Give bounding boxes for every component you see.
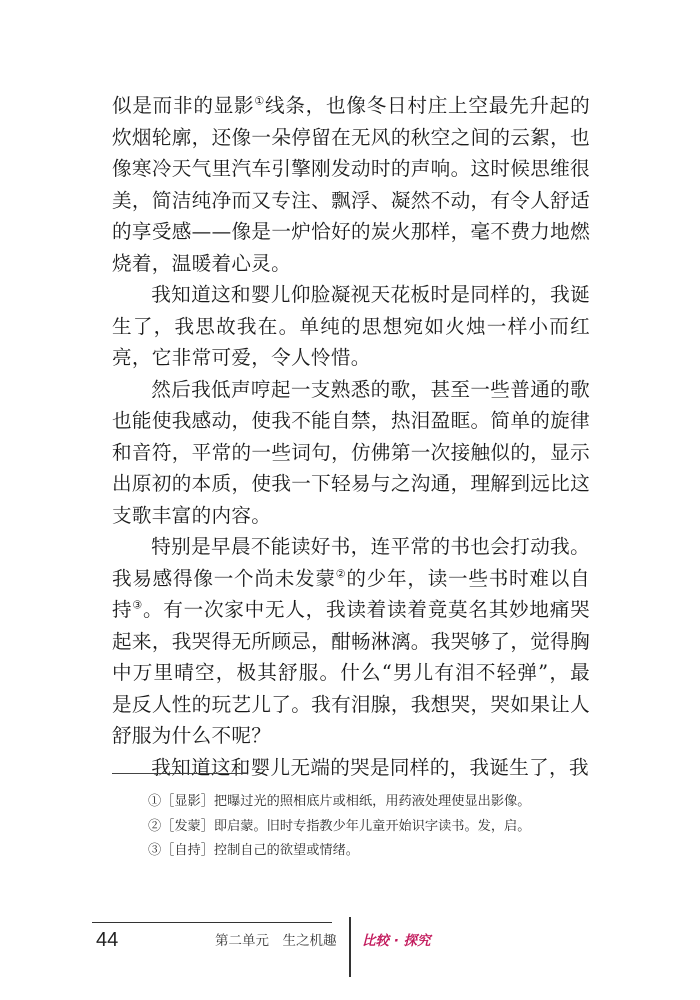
footnote-marker: ① <box>254 94 265 108</box>
paragraph <box>112 374 590 532</box>
paragraph-text: 的少年，读一些书时难以自持 <box>112 566 590 621</box>
footer-divider <box>92 922 332 923</box>
paragraph-text: 然后我低声哼起一支熟悉的歌，甚至一些普通的歌也能使我感动，使我不能自禁，热泪盈眶。简单的旋律和音符，平常的一些词句，仿佛第一次接触似的，显示出原初的本质，使我一下轻易与之沟通，理解到远比这支歌丰富的内容。 <box>112 377 590 527</box>
paragraph <box>112 279 590 374</box>
footnotes <box>148 790 608 864</box>
paragraph-text: 我知道这和婴儿无端的哭是同样的，我诞生了，我 <box>151 755 589 779</box>
body-text <box>112 90 590 783</box>
footnote-3: ③［自持］控制自己的欲望或情绪。 <box>148 843 359 858</box>
footnote-marker: ② <box>335 566 347 580</box>
footnote-2: ②［发蒙］即启蒙。旧时专指教少年儿童开始识字读书。发，启。 <box>148 818 531 834</box>
paragraph-text: 我知道这和婴儿仰脸凝视天花板时是同样的，我诞生了，我思故我在。单纯的思想宛如火烛一样小而红亮，它非常可爱，令人怜惜。 <box>112 283 590 369</box>
footnote-divider <box>112 773 248 774</box>
footnote-1: ①［显影］把曝过光的照相底片或相纸，用药液处理使显出影像。 <box>148 794 531 809</box>
page-number: 44 <box>96 929 119 951</box>
footer-vertical-rule <box>349 917 351 977</box>
paragraph <box>112 90 590 279</box>
section-title: 比较 · 探究 <box>362 933 431 949</box>
paragraph-text: 。有一次家中无人，我读着读着竟莫名其妙地痛哭起来，我哭得无所顾忌，酣畅淋漓。我哭够了，觉得胸中万里晴空，极其舒服。什么“男儿有泪不轻弹”，最是反人性的玩艺儿了。我有泪腺，我想哭，哭如果让人舒服为什么不呢？ <box>112 598 590 747</box>
paragraph <box>112 531 590 752</box>
unit-title: 第二单元 生之机趣 <box>215 933 337 949</box>
footnote-marker: ③ <box>132 598 143 612</box>
paragraph-text: 特别是早晨不能读好书，连平常的书也会打动我。我易感得像一个尚未发蒙 <box>112 535 590 590</box>
paragraph <box>112 752 590 784</box>
paragraph-text: 似是而非的显影 <box>112 94 255 117</box>
paragraph-text: 线条，也像冬日村庄上空最先升起的炊烟轮廓，还像一朵停留在无风的秋空之间的云絮，也像寒冷天气里汽车引擎刚发动时的声响。这时候思维很美，简洁纯净而又专注、飘浮、凝然不动，有令人舒适的享受感——像是一炉恰好的炭火那样，毫不费力地燃烧着，温暖着心灵。 <box>112 94 590 275</box>
